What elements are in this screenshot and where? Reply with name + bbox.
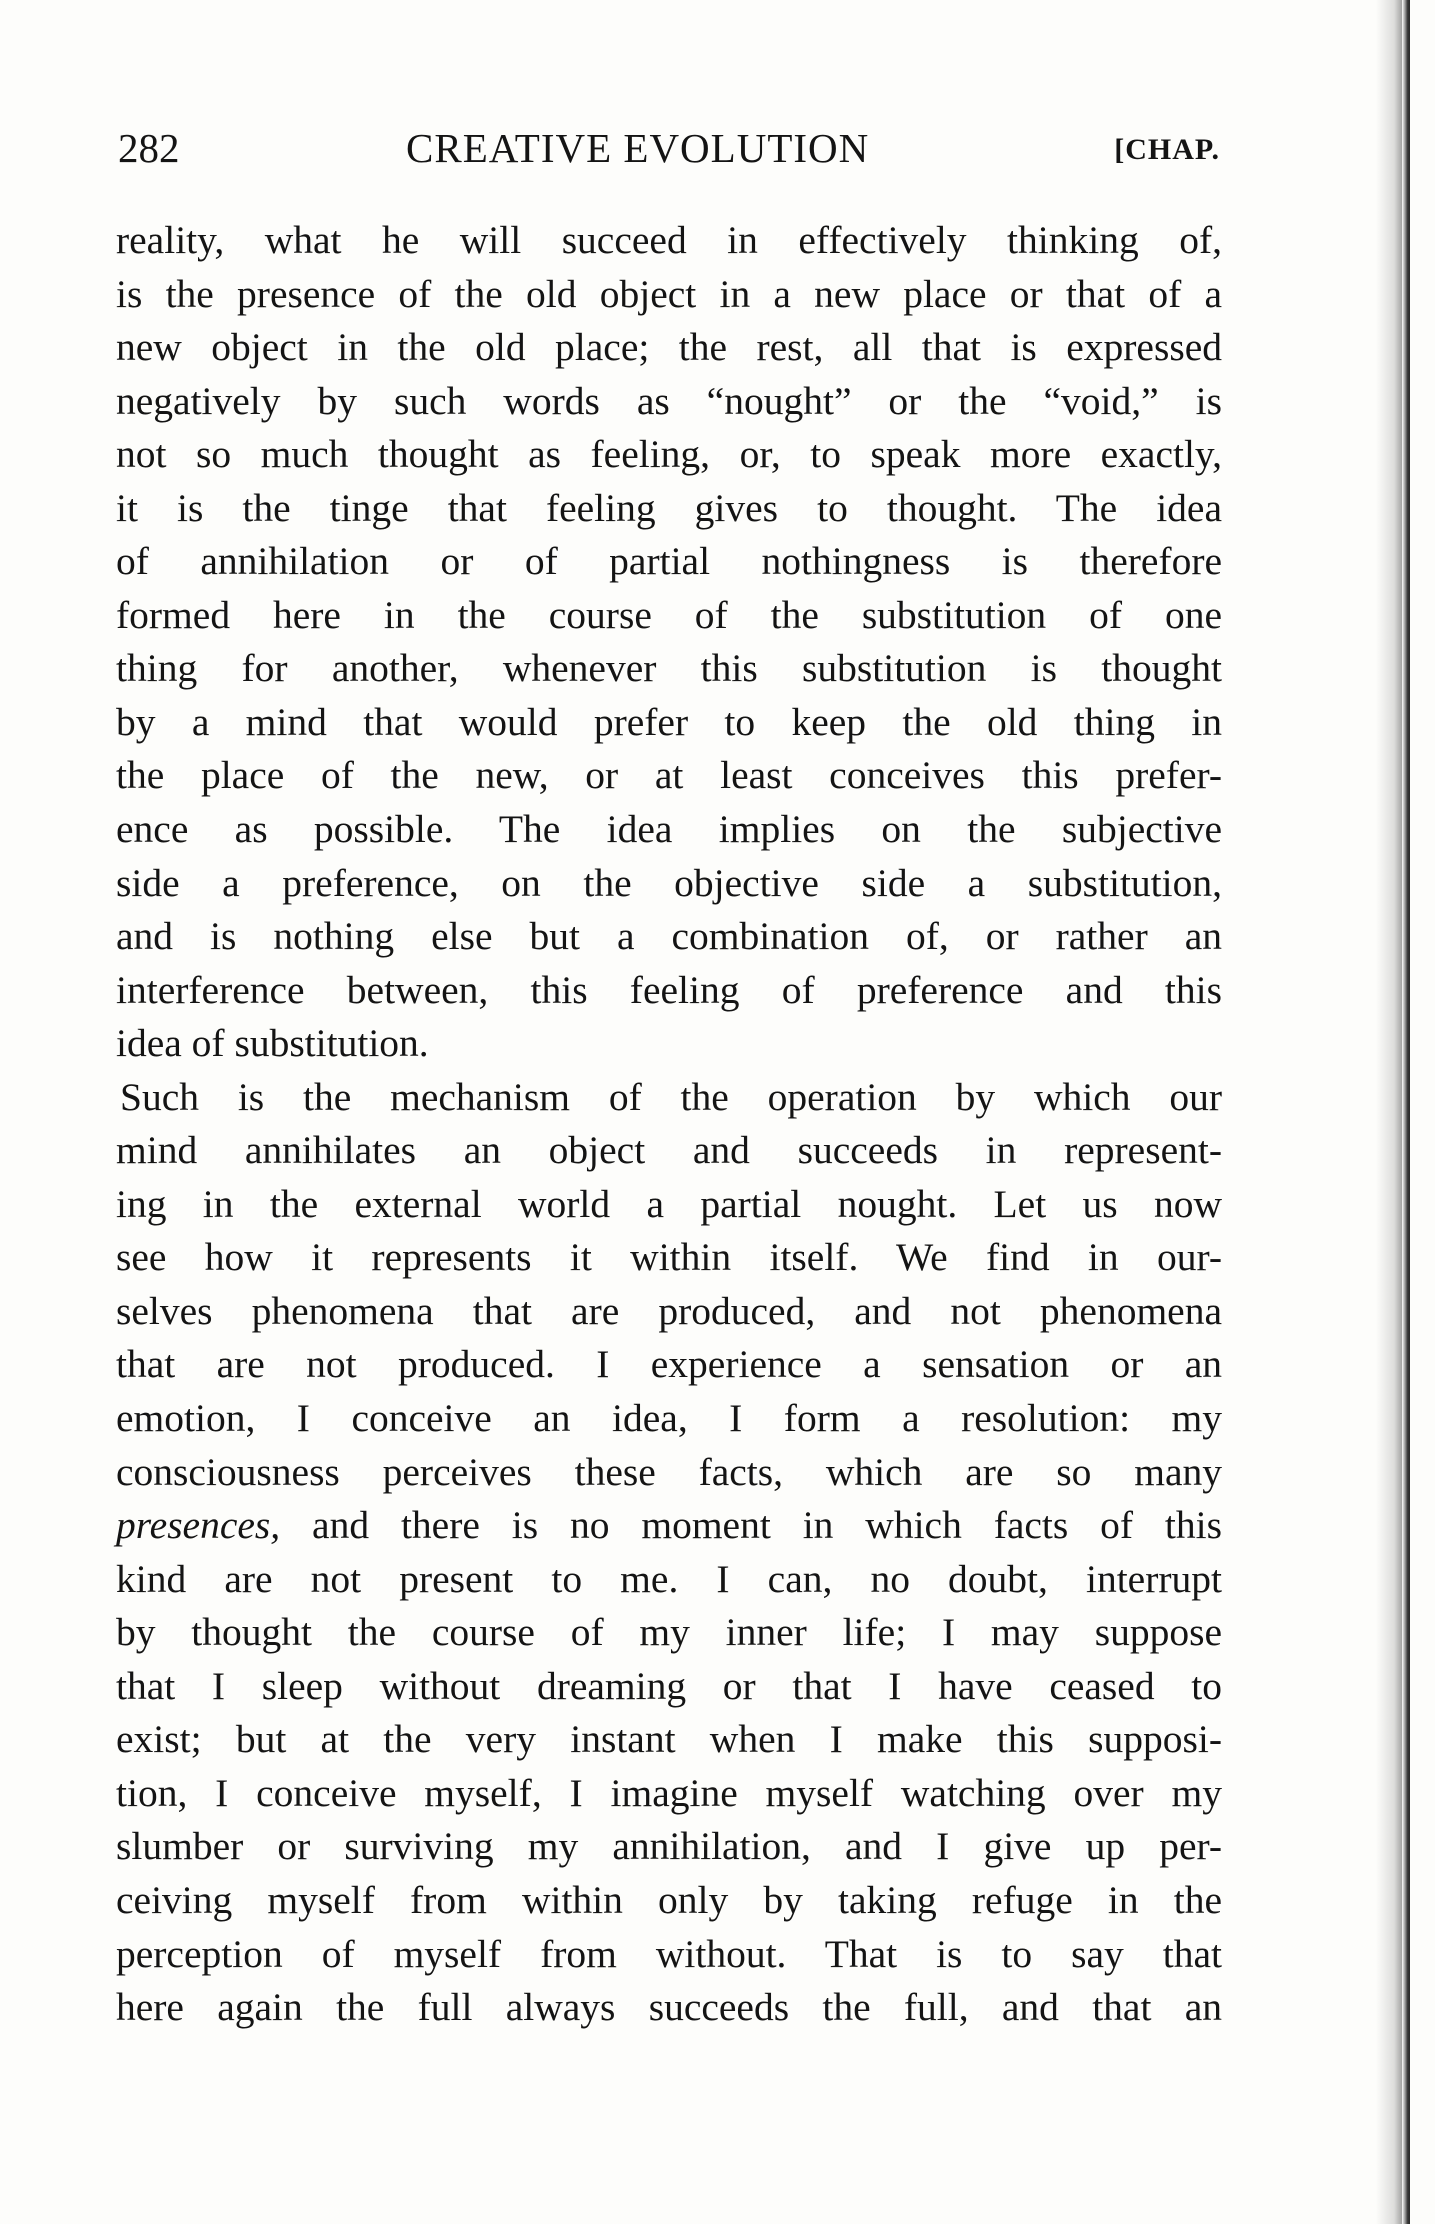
text-line: is the presence of the old object in a new place or that of a xyxy=(116,271,1222,316)
text-line: tion, I conceive myself, I imagine myself watching over my xyxy=(116,1770,1222,1815)
text-line: negatively by such words as “nought” or the “void,” is xyxy=(116,378,1222,423)
text-line: it is the tinge that feeling gives to thought. The idea xyxy=(116,485,1222,530)
text-line: new object in the old place; the rest, all that is expressed xyxy=(116,325,1222,370)
body-text xyxy=(116,214,1222,2035)
paragraph-start-line: Such is the mechanism of the operation by which our xyxy=(120,1074,1222,1119)
chapter-label: [CHAP. xyxy=(1114,133,1220,166)
binding-shadow xyxy=(1376,0,1402,2224)
text-line: ing in the external world a partial nought. Let us now xyxy=(116,1181,1222,1226)
text-line: the place of the new, or at least conceives this prefer- xyxy=(116,753,1222,798)
text-line: by thought the course of my inner life; I may suppose xyxy=(116,1610,1222,1655)
text-line: see how it represents it within itself. We find in our- xyxy=(116,1235,1222,1280)
text-line: exist; but at the very instant when I make this supposi- xyxy=(116,1717,1222,1762)
text-line: by a mind that would prefer to keep the old thing in xyxy=(116,699,1222,744)
text-line: interference between, this feeling of preference and this xyxy=(116,967,1222,1012)
text-line: that are not produced. I experience a sensation or an xyxy=(116,1342,1222,1387)
running-title: CREATIVE EVOLUTION xyxy=(406,125,870,171)
page-header xyxy=(118,118,1220,178)
text-line: side a preference, on the objective side a substitution, xyxy=(116,860,1222,905)
text-line: ceiving myself from within only by taking refuge in the xyxy=(116,1877,1222,1922)
text-line: kind are not present to me. I can, no doubt, interrupt xyxy=(116,1556,1222,1601)
text-segment: and there is no moment in which facts of this xyxy=(280,1503,1222,1548)
text-line: mind annihilates an object and succeeds in represent- xyxy=(116,1128,1222,1173)
text-line: slumber or surviving my annihilation, and I give up per- xyxy=(116,1824,1222,1869)
text-line: and is nothing else but a combination of, or rather an xyxy=(116,914,1222,959)
text-line: consciousness perceives these facts, which are so many xyxy=(116,1449,1222,1494)
text-line: here again the full always succeeds the full, and that an xyxy=(116,1985,1222,2030)
paragraph-end-line: idea of substitution. xyxy=(116,1021,429,1066)
text-line: of annihilation or of partial nothingness is therefore xyxy=(116,539,1222,584)
text-line: selves phenomena that are produced, and not phenomena xyxy=(116,1288,1222,1333)
text-line: thing for another, whenever this substitution is thought xyxy=(116,646,1222,691)
page-number: 282 xyxy=(118,125,180,171)
text-line: formed here in the course of the substitution of one xyxy=(116,592,1222,637)
binding-edge xyxy=(1402,0,1410,2224)
text-line: ence as possible. The idea implies on the subjective xyxy=(116,807,1222,852)
italic-word: presences, xyxy=(116,1503,281,1548)
text-line: reality, what he will succeed in effectively thinking of, xyxy=(116,218,1222,262)
text-line: that I sleep without dreaming or that I have ceased to xyxy=(116,1663,1222,1708)
text-line-with-italic xyxy=(116,1499,1222,1553)
text-line: perception of myself from without. That is to say that xyxy=(116,1931,1222,1976)
text-line: emotion, I conceive an idea, I form a resolution: my xyxy=(116,1396,1222,1441)
text-line: not so much thought as feeling, or, to speak more exactly, xyxy=(116,432,1222,477)
